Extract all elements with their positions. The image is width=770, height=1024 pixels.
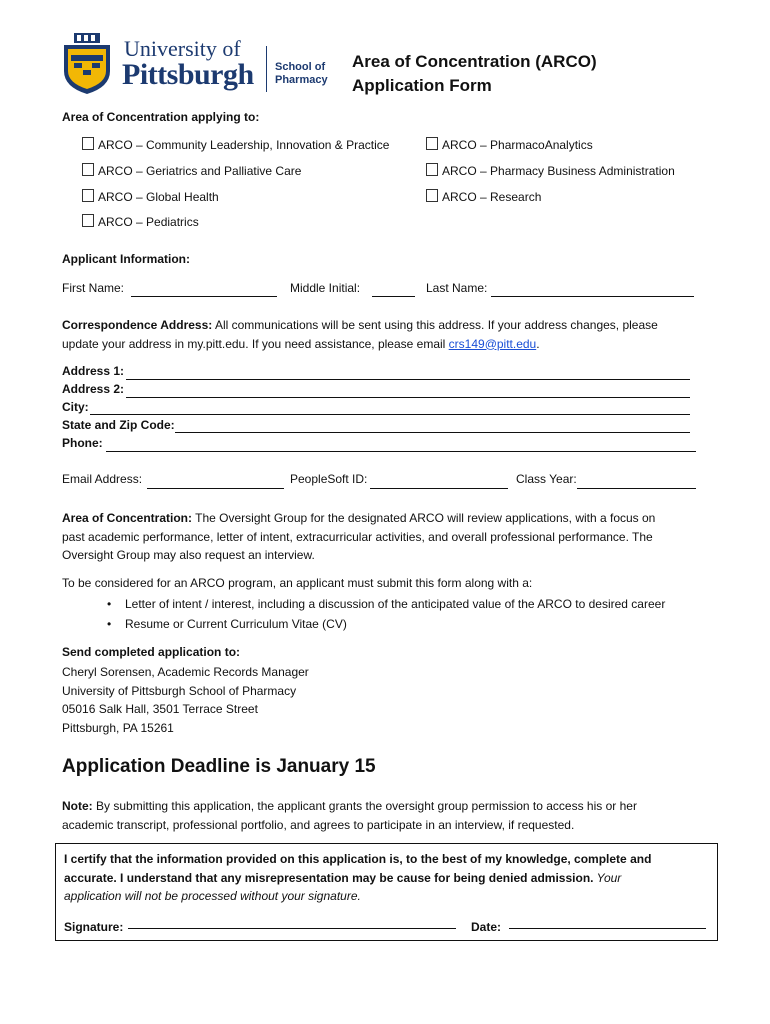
arco-option-label: ARCO – Pharmacy Business Administration: [442, 164, 675, 178]
certification-box: [55, 843, 718, 941]
arco-option-business-admin[interactable]: [426, 163, 675, 178]
arco-option-label: ARCO – Research: [442, 190, 542, 204]
requirements-list: [107, 594, 717, 634]
arco-option-community[interactable]: [82, 137, 389, 152]
arco-option-pediatrics[interactable]: [82, 214, 199, 229]
arco-option-geriatrics[interactable]: [82, 163, 301, 178]
applicant-heading: Applicant Information:: [62, 252, 190, 266]
checkbox[interactable]: [82, 189, 94, 202]
class-year-label: Class Year:: [516, 472, 577, 486]
arco-option-global-health[interactable]: [82, 189, 219, 204]
mailing-address-line: 05016 Salk Hall, 3501 Terrace Street: [62, 702, 258, 716]
note-paragraph: [62, 797, 712, 834]
mailing-address-line: University of Pittsburgh School of Pharmacy: [62, 683, 297, 698]
certify-text2: accurate. I understand that any misrepresentation may be cause for being denied admission.: [64, 870, 594, 885]
checkbox[interactable]: [82, 214, 94, 227]
arco-option-label: ARCO – PharmacoAnalytics: [442, 138, 593, 152]
mailing-address-line: Cheryl Sorensen, Academic Records Manager: [62, 665, 309, 679]
form-title-line1: Area of Concentration (ARCO): [352, 52, 597, 71]
address2-label: Address 2:: [62, 382, 125, 396]
state-zip-label: State and Zip Code:: [62, 418, 175, 432]
university-wordmark-line1: University of: [124, 36, 241, 61]
peoplesoft-label: PeopleSoft ID:: [290, 472, 368, 486]
signature-field[interactable]: [128, 928, 456, 929]
deadline-heading: Application Deadline is January 15: [62, 756, 376, 777]
concentration-paragraph: [62, 509, 712, 565]
university-crest-logo: [62, 33, 112, 95]
peoplesoft-field[interactable]: [370, 488, 508, 489]
correspondence-text2: update your address in my.pitt.edu. If you need assistance, please email: [62, 336, 449, 351]
mailing-address: [62, 663, 309, 737]
correspondence-paragraph: [62, 316, 712, 353]
list-item: • Letter of intent / interest, including a discussion of the anticipated value of the ARCO to desired career: [107, 594, 717, 614]
checkbox[interactable]: [82, 137, 94, 150]
last-name-field[interactable]: [491, 296, 694, 297]
email-label: Email Address:: [62, 472, 143, 486]
mailing-address-line: Pittsburgh, PA 15261: [62, 720, 174, 735]
arco-option-label: ARCO – Geriatrics and Palliative Care: [98, 164, 302, 178]
arco-option-research[interactable]: [426, 189, 541, 204]
last-name-label: Last Name:: [426, 281, 488, 295]
note-text1: By submitting this application, the applicant grants the oversight group permission to access his or her: [92, 799, 637, 813]
note-text2: academic transcript, professional portfolio, and agrees to participate in an interview, if requested.: [62, 817, 575, 832]
send-to-heading: Send completed application to:: [62, 645, 241, 659]
certify-text3-italic: application will not be processed without your signature.: [64, 889, 361, 903]
state-zip-field[interactable]: [175, 432, 690, 433]
concentration-text3: Oversight Group may also request an interview.: [62, 548, 315, 562]
address1-label: Address 1:: [62, 364, 125, 378]
class-year-field[interactable]: [577, 488, 696, 489]
correspondence-text-end: .: [536, 336, 540, 351]
checkbox[interactable]: [82, 163, 94, 176]
list-item: • Resume or Current Curriculum Vitae (CV): [107, 614, 717, 634]
note-label: Note:: [62, 799, 93, 813]
phone-field[interactable]: [106, 451, 696, 452]
certify-text1: I certify that the information provided on this application is, to the best of my knowledge, complete and: [64, 852, 652, 866]
address1-field[interactable]: [126, 379, 690, 380]
correspondence-text1: All communications will be sent using this address. If your address changes, please: [214, 318, 658, 332]
arco-option-label: ARCO – Pediatrics: [98, 215, 199, 229]
date-label: Date:: [471, 920, 502, 934]
arco-option-pharmacoanalytics[interactable]: [426, 137, 593, 152]
middle-initial-field[interactable]: [372, 296, 415, 297]
city-field[interactable]: [90, 414, 690, 415]
date-field[interactable]: [509, 928, 706, 929]
concentration-text2: past academic performance, letter of intent, extracurricular activities, and overall professional performance. The: [62, 529, 653, 544]
form-title-line2: Application Form: [352, 76, 492, 95]
concentration-heading: Area of Concentration:: [62, 511, 193, 525]
city-label: City:: [62, 400, 89, 414]
checkbox[interactable]: [426, 163, 438, 176]
consider-text: To be considered for an ARCO program, an applicant must submit this form along with a:: [62, 576, 533, 590]
arco-option-label: ARCO – Global Health: [98, 190, 219, 204]
certify-text2-italic: Your: [593, 870, 622, 885]
arco-heading: Area of Concentration applying to:: [62, 110, 260, 124]
concentration-text1: The Oversight Group for the designated ARCO will review applications, with a focus on: [192, 511, 656, 525]
support-email-link[interactable]: crs149@pitt.edu: [448, 336, 537, 351]
signature-label: Signature:: [64, 920, 124, 934]
phone-label: Phone:: [62, 436, 103, 450]
correspondence-heading: Correspondence Address:: [62, 318, 213, 332]
school-name: [275, 61, 355, 87]
first-name-label: First Name:: [62, 281, 125, 295]
checkbox[interactable]: [426, 189, 438, 202]
logo-divider: [266, 46, 267, 92]
form-title: [352, 50, 597, 98]
certification-text: [64, 850, 704, 906]
university-wordmark-line2: Pittsburgh: [122, 58, 254, 91]
arco-option-label: ARCO – Community Leadership, Innovation & Practice: [98, 138, 390, 152]
middle-initial-label: Middle Initial:: [290, 281, 361, 295]
checkbox[interactable]: [426, 137, 438, 150]
school-name-line2: Pharmacy: [275, 74, 328, 86]
email-field[interactable]: [147, 488, 284, 489]
school-name-line1: School of: [275, 61, 326, 73]
address2-field[interactable]: [126, 397, 690, 398]
first-name-field[interactable]: [131, 296, 277, 297]
